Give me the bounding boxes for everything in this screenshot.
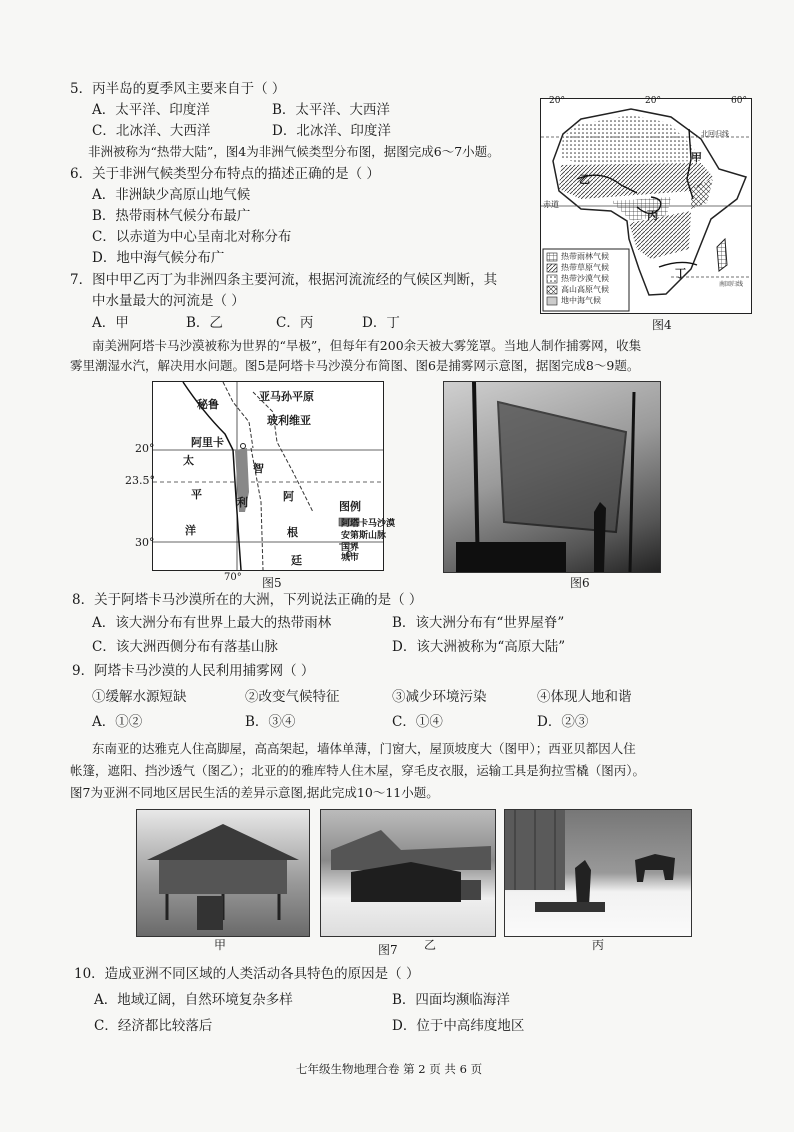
fig5-legend-andes: 安第斯山脉 xyxy=(341,531,387,541)
q9-stem: 9．阿塔卡马沙漠的人民利用捕雾网（ ） xyxy=(72,663,315,679)
yakut-sled-drawing xyxy=(505,810,691,936)
fig4-lon-right: 60° xyxy=(731,96,747,106)
fig5-chile-1: 智 xyxy=(253,462,264,475)
fig4-river-jia: 甲 xyxy=(691,151,702,164)
q5-option-b: B．太平洋、大西洋 xyxy=(272,102,390,118)
stilt-house-drawing xyxy=(137,810,309,936)
atacama-map xyxy=(125,381,396,571)
fig7-label-bing: 丙 xyxy=(592,938,605,952)
fig7-label-jia: 甲 xyxy=(214,938,227,952)
fig5-pacific-3: 洋 xyxy=(185,524,196,537)
fog-net-photo xyxy=(443,381,661,573)
fig4-lon-mid: 20° xyxy=(645,96,661,106)
q6-option-b: B．热带雨林气候分布最广 xyxy=(92,208,251,224)
q9-option-c: C．①④ xyxy=(392,714,443,730)
asia-intro-line2: 帐篷，遮阳、挡沙透气（图乙）；北亚的的雅库特人住木屋，穿毛皮衣服，运输工具是狗拉雪橇（图丙）。 xyxy=(70,763,646,778)
q7-stem-line2: 中水量最大的河流是（ ） xyxy=(92,293,245,309)
fig5-argentina-2: 根 xyxy=(287,526,298,539)
fig4-legend-rainforest: 热带雨林气候 xyxy=(561,252,609,261)
q10-option-b: B．四面均濒临海洋 xyxy=(392,992,510,1008)
q7-option-b: B．乙 xyxy=(186,315,223,331)
fig5-legend-city: 城市 xyxy=(341,553,360,563)
fig5-lat20: 20° xyxy=(135,442,155,455)
q9-statement-3: ③减少环境污染 xyxy=(392,689,487,705)
fig6-caption: 图6 xyxy=(570,576,590,590)
fig5-bolivia: 玻利维亚 xyxy=(267,414,311,427)
q9-statement-4: ④体现人地和谐 xyxy=(537,689,632,705)
africa-climate-map xyxy=(540,98,752,314)
q8-option-c: C．该大洲西侧分布有落基山脉 xyxy=(92,639,278,655)
fig5-caption: 图5 xyxy=(262,576,282,590)
page-footer: 七年级生物地理合卷 第 2 页 共 6 页 xyxy=(296,1062,483,1076)
fig4-caption: 图4 xyxy=(652,318,672,332)
fig5-lon70: 70° xyxy=(224,572,242,583)
fig5-legend-desert: 阿塔卡马沙漠 xyxy=(341,519,396,529)
atacama-intro-line1: 南美洲阿塔卡马沙漠被称为世界的“旱极”，但每年有200余天被大雾笼罩。当地人制作捕雾网，收集 xyxy=(92,338,642,353)
fog-net-drawing xyxy=(444,382,660,572)
q9-option-d: D．②③ xyxy=(537,714,589,730)
fig5-legend-border: 国界 xyxy=(341,543,360,553)
q5-stem: 5．丙半岛的夏季风主要来自于（ ） xyxy=(70,81,286,97)
fig5-pacific-1: 太 xyxy=(183,454,194,467)
fig5-lat235: 23.5° xyxy=(125,474,155,487)
q5-option-c: C．北冰洋、大西洋 xyxy=(92,123,211,139)
q8-stem: 8．关于阿塔卡马沙漠所在的大洲，下列说法正确的是（ ） xyxy=(72,592,423,608)
q7-option-d: D．丁 xyxy=(362,315,400,331)
stilt-house-photo xyxy=(136,809,310,937)
fig5-pacific-2: 平 xyxy=(191,488,202,501)
q10-option-a: A．地域辽阔，自然环境复杂多样 xyxy=(94,992,293,1008)
fig7-caption: 图7 xyxy=(378,943,398,957)
q9-option-b: B．③④ xyxy=(245,714,296,730)
fig4-river-ding: 丁 xyxy=(675,267,686,280)
fig5-chile-2: 利 xyxy=(237,496,248,509)
q7-option-c: C．丙 xyxy=(276,315,314,331)
fig5-argentina-1: 阿 xyxy=(283,490,294,503)
fig5-arica: 阿里卡 xyxy=(191,436,224,449)
q6-option-c: C．以赤道为中心呈南北对称分布 xyxy=(92,229,292,245)
yakut-sled-photo xyxy=(504,809,692,937)
fig5-legend-title: 图例 xyxy=(339,500,361,513)
q5-option-d: D．北冰洋、印度洋 xyxy=(272,123,391,139)
q7-stem-line1: 7．图中甲乙丙丁为非洲四条主要河流，根据河流流经的气候区判断，其 xyxy=(70,272,498,288)
fig4-lon-left: 20° xyxy=(549,96,565,106)
fig7-label-yi: 乙 xyxy=(424,938,437,952)
fig4-legend-savanna: 热带草原气候 xyxy=(561,263,609,272)
fig4-equator: 赤道 xyxy=(543,200,559,209)
asia-intro-line1: 东南亚的达雅克人住高脚屋，高高架起，墙体单薄，门窗大，屋顶坡度大（图甲）；西亚贝都因人住 xyxy=(92,741,636,756)
fig5-lat30: 30° xyxy=(135,536,155,549)
q5-option-a: A．太平洋、印度洋 xyxy=(92,102,210,118)
fig4-legend-mediterranean: 地中海气候 xyxy=(561,296,601,305)
fig4-legend-desert: 热带沙漠气候 xyxy=(561,274,609,283)
atacama-intro-line2: 雾里潮湿水汽，解决用水问题。图5是阿塔卡马沙漠分布简图、图6是捕雾网示意图，据图完成8～9题。 xyxy=(70,358,640,373)
q10-stem: 10．造成亚洲不同区域的人类活动各具特色的原因是（ ） xyxy=(74,966,420,982)
fig4-tropic-north: 北回归线 xyxy=(701,130,729,138)
q8-option-d: D．该大洲被称为“高原大陆” xyxy=(392,639,566,655)
q10-option-d: D．位于中高纬度地区 xyxy=(392,1018,525,1034)
q9-statement-2: ②改变气候特征 xyxy=(245,689,340,705)
q7-option-a: A．甲 xyxy=(92,315,129,331)
q9-option-a: A．①② xyxy=(92,714,143,730)
q6-option-d: D．地中海气候分布广 xyxy=(92,250,225,266)
fig5-peru: 秘鲁 xyxy=(197,398,219,411)
q6-option-a: A．非洲缺少高原山地气候 xyxy=(92,187,251,203)
q6-stem: 6．关于非洲气候类型分布特点的描述正确的是（ ） xyxy=(70,166,380,182)
fig5-argentina-3: 廷 xyxy=(291,554,302,567)
africa-intro: 非洲被称为“热带大陆”，图4为非洲气候类型分布图，据图完成6～7小题。 xyxy=(88,144,500,159)
fig4-legend-highland: 高山高原气候 xyxy=(561,285,609,294)
bedouin-tent-photo xyxy=(320,809,496,937)
q10-option-c: C．经济都比较落后 xyxy=(94,1018,213,1034)
q9-statement-1: ①缓解水源短缺 xyxy=(92,689,187,705)
fig5-amazon: 亚马孙平原 xyxy=(259,390,314,403)
fig4-river-yi: 乙 xyxy=(579,173,590,186)
asia-intro-line3: 图7为亚洲不同地区居民生活的差异示意图,据此完成10～11小题。 xyxy=(70,785,439,800)
bedouin-tent-drawing xyxy=(321,810,495,936)
q8-option-a: A．该大洲分布有世界上最大的热带雨林 xyxy=(92,615,332,631)
fig4-tropic-south: 南回归线 xyxy=(719,281,744,288)
fig4-river-bing: 丙 xyxy=(647,209,658,222)
q8-option-b: B．该大洲分布有“世界屋脊” xyxy=(392,615,565,631)
